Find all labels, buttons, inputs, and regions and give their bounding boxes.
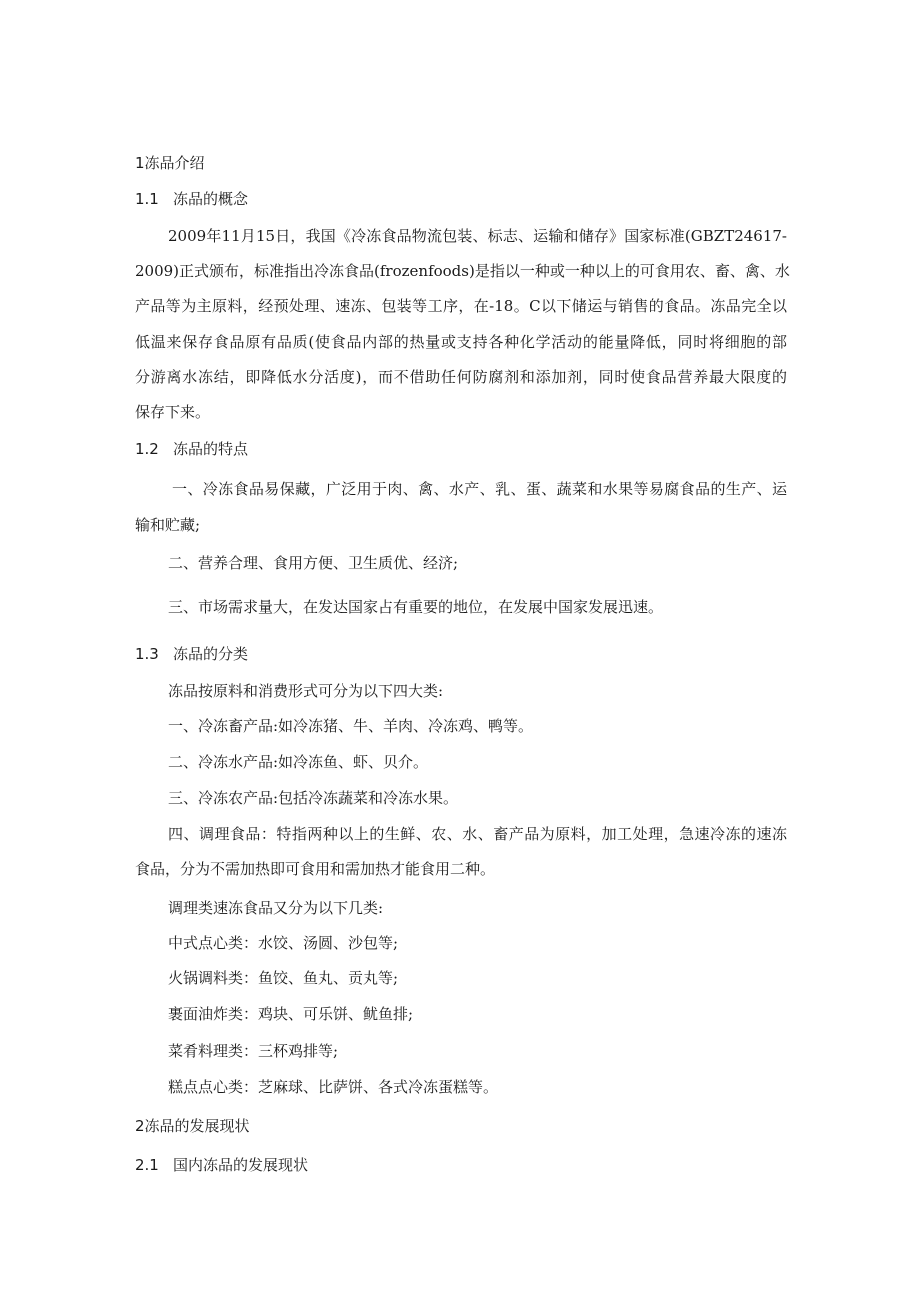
section-1-1-heading [135,188,248,210]
paragraph-line: 保存下来。 [135,403,211,421]
section-1-2-heading [135,438,248,460]
section-2-1-heading [135,1154,308,1176]
feature-item: 二、营养合理、食用方便、卫生质优、经济; [168,554,459,572]
subcategory-item: 火锅调料类：鱼饺、鱼丸、贡丸等; [168,969,399,987]
classification-item: 食品，分为不需加热即可食用和需加热才能食用二种。 [135,860,496,878]
feature-line: 输和贮藏; [135,516,201,534]
subcategory-item: 裹面油炸类：鸡块、可乐饼、鱿鱼排; [168,1005,414,1023]
section-title: 国内冻品的发展现状 [173,1156,309,1174]
section-1-3-heading [135,643,248,665]
feature-item: 三、市场需求量大，在发达国家占有重要的地位，在发展中国家发展迅速。 [168,598,664,616]
section-number: 1.2 [135,440,159,458]
classification-item: 一、冷冻畜产品:如冷冻猪、牛、羊肉、冷冻鸡、鸭等。 [168,717,534,735]
classification-item: 四、调理食品：特指两种以上的生鲜、农、水、畜产品为原料，加工处理，急速冷冻的速冻 [168,825,787,843]
section-number: 1.1 [135,190,159,208]
paragraph-line: 低温来保存食品原有品质(使食品内部的热量或支持各种化学活动的能量降低，同时将细胞的部 [135,333,787,351]
section-2-heading: 2冻品的发展现状 [135,1117,250,1135]
subcategory-item: 中式点心类：水饺、汤圆、沙包等; [168,934,399,952]
paragraph-line: 2009)正式颁布，标准指出冷冻食品(frozenfoods)是指以一种或一种以上的可食用农、畜、禽、水 [135,262,790,280]
paragraph-line: 分游离水冻结，即降低水分活度)，而不借助任何防腐剂和添加剂，同时使食品营养最大限度的 [135,368,787,386]
section-title: 冻品的概念 [173,190,249,208]
section-number: 1.3 [135,645,159,663]
section-title: 冻品的特点 [173,440,249,458]
classification-item: 三、冷冻农产品:包括冷冻蔬菜和冷冻水果。 [168,789,459,807]
section-1-heading: 1冻品介绍 [135,154,205,172]
section-title: 冻品的分类 [173,645,249,663]
paragraph-line: 产品等为主原料，经预处理、速冻、包装等工序，在-18。C以下储运与销售的食品。冻品完全以 [135,297,787,315]
feature-line: 一、冷冻食品易保藏，广泛用于肉、禽、水产、乳、蛋、蔬菜和水果等易腐食品的生产、运 [172,480,787,498]
classification-intro: 冻品按原料和消费形式可分为以下四大类: [168,682,444,700]
section-number: 2.1 [135,1156,159,1174]
subcategory-item: 糕点点心类：芝麻球、比萨饼、各式冷冻蛋糕等。 [168,1078,499,1096]
paragraph-line: 2009年11月15日，我国《冷冻食品物流包装、标志、运输和储存》国家标准(GBZT24617- [168,227,787,245]
subcategory-intro: 调理类速冻食品又分为以下几类: [168,899,384,917]
subcategory-item: 菜肴料理类：三杯鸡排等; [168,1042,339,1060]
classification-item: 二、冷冻水产品:如冷冻鱼、虾、贝介。 [168,753,429,771]
